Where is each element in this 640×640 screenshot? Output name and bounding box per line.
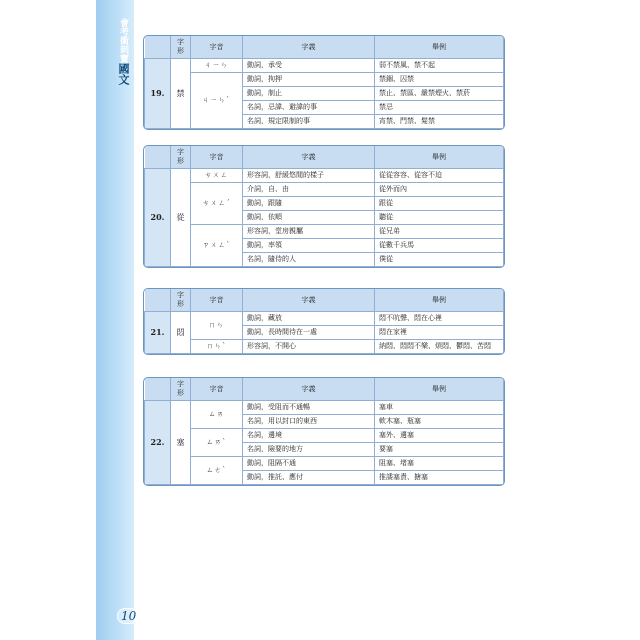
table-row — [145, 457, 504, 471]
entry-meaning: 介詞，自、由 — [243, 183, 375, 197]
entry-meaning: 名詞，用以封口的東西 — [243, 415, 375, 429]
table-row — [145, 312, 504, 326]
entry-meaning: 名詞，隨侍的人 — [243, 253, 375, 267]
header-char: 字形 — [171, 289, 191, 312]
book-title-small: 會考衝刺寶 — [118, 18, 128, 63]
entry-example: 從從容容、從容不迫 — [375, 169, 504, 183]
entry-number: 22. — [145, 401, 171, 485]
entry-pronunciation: ㄙㄞ — [191, 401, 243, 429]
entry-example: 從數千兵馬 — [375, 239, 504, 253]
header-num — [145, 378, 171, 401]
table-row — [145, 429, 504, 443]
table-row — [145, 340, 504, 354]
entry-22-table — [143, 377, 505, 486]
book-title-big: 國文 — [117, 63, 130, 85]
table-row — [145, 401, 504, 415]
entry-pronunciation: ㄘㄨㄥˊ — [191, 183, 243, 225]
header-meaning: 字義 — [243, 289, 375, 312]
entry-meaning: 名詞，忌諱、避諱的事 — [243, 101, 375, 115]
entry-meaning: 動詞，長時間待在一處 — [243, 326, 375, 340]
side-band — [96, 0, 134, 640]
entry-example: 推諉塞責、搪塞 — [375, 471, 504, 485]
header-sound: 字音 — [191, 289, 243, 312]
entry-example: 宵禁、門禁、髮禁 — [375, 115, 504, 129]
entry-meaning: 名詞，險要的地方 — [243, 443, 375, 457]
entry-meaning: 動詞，受阻而不通暢 — [243, 401, 375, 415]
entry-19-table — [143, 35, 505, 130]
entry-meaning: 動詞，率領 — [243, 239, 375, 253]
entry-number: 20. — [145, 169, 171, 267]
header-num — [145, 289, 171, 312]
header-row — [145, 378, 504, 401]
entry-example: 納悶、悶悶不樂、煩悶、鬱悶、苦悶 — [375, 340, 504, 354]
entry-example: 從兄弟 — [375, 225, 504, 239]
entry-meaning: 動詞，藏放 — [243, 312, 375, 326]
entry-example: 要塞 — [375, 443, 504, 457]
header-char: 字形 — [171, 36, 191, 59]
table-row — [145, 183, 504, 197]
entry-meaning: 動詞，阻隔不通 — [243, 457, 375, 471]
entry-example: 悶在家裡 — [375, 326, 504, 340]
entry-example: 悶不吭聲、悶在心裡 — [375, 312, 504, 326]
table-row — [145, 169, 504, 183]
entry-meaning: 動詞，承受 — [243, 59, 375, 73]
entry-meaning: 動詞，跟隨 — [243, 197, 375, 211]
header-example: 舉例 — [375, 146, 504, 169]
entry-meaning: 動詞，制止 — [243, 87, 375, 101]
entry-character: 禁 — [171, 59, 191, 129]
header-num — [145, 146, 171, 169]
entry-example: 從外而內 — [375, 183, 504, 197]
table-row — [145, 73, 504, 87]
header-row — [145, 36, 504, 59]
entry-example: 跟從 — [375, 197, 504, 211]
entry-pronunciation: ㄐㄧㄣ — [191, 59, 243, 73]
entry-meaning: 動詞，依順 — [243, 211, 375, 225]
header-sound: 字音 — [191, 36, 243, 59]
entry-example: 禁忌 — [375, 101, 504, 115]
entry-example: 弱不禁風、禁不起 — [375, 59, 504, 73]
header-num — [145, 36, 171, 59]
header-meaning: 字義 — [243, 36, 375, 59]
entry-number: 21. — [145, 312, 171, 354]
header-sound: 字音 — [191, 378, 243, 401]
entry-20-table — [143, 145, 505, 268]
header-meaning: 字義 — [243, 146, 375, 169]
header-example: 舉例 — [375, 378, 504, 401]
entry-meaning: 名詞，邊境 — [243, 429, 375, 443]
entry-meaning: 動詞，拘押 — [243, 73, 375, 87]
entry-pronunciation: ㄇㄣˋ — [191, 340, 243, 354]
table-row — [145, 225, 504, 239]
entry-example: 塞車 — [375, 401, 504, 415]
table-row — [145, 59, 504, 73]
entry-pronunciation: ㄇㄣ — [191, 312, 243, 340]
entry-pronunciation: ㄘㄨㄥ — [191, 169, 243, 183]
entry-number: 19. — [145, 59, 171, 129]
entry-pronunciation: ㄐㄧㄣˋ — [191, 73, 243, 129]
entry-meaning: 動詞，推託、應付 — [243, 471, 375, 485]
entry-meaning: 形容詞，舒緩悠閒的樣子 — [243, 169, 375, 183]
entry-example: 軟木塞、瓶塞 — [375, 415, 504, 429]
entry-character: 塞 — [171, 401, 191, 485]
entry-example: 阻塞、堵塞 — [375, 457, 504, 471]
entry-example: 聽從 — [375, 211, 504, 225]
entry-character: 悶 — [171, 312, 191, 354]
header-char: 字形 — [171, 146, 191, 169]
header-sound: 字音 — [191, 146, 243, 169]
header-char: 字形 — [171, 378, 191, 401]
entry-pronunciation: ㄙㄜˋ — [191, 457, 243, 485]
header-row — [145, 146, 504, 169]
entry-21-table — [143, 288, 505, 355]
entry-character: 從 — [171, 169, 191, 267]
entry-example: 禁止、禁區、嚴禁煙火、禁菸 — [375, 87, 504, 101]
entry-meaning: 形容詞，不開心 — [243, 340, 375, 354]
entry-pronunciation: ㄗㄨㄥˋ — [191, 225, 243, 267]
header-meaning: 字義 — [243, 378, 375, 401]
entry-meaning: 名詞，規定限制的事 — [243, 115, 375, 129]
entry-example: 塞外、邊塞 — [375, 429, 504, 443]
header-example: 舉例 — [375, 36, 504, 59]
entry-pronunciation: ㄙㄞˋ — [191, 429, 243, 457]
entry-meaning: 形容詞，堂房親屬 — [243, 225, 375, 239]
header-row — [145, 289, 504, 312]
header-example: 舉例 — [375, 289, 504, 312]
page-number: 10 — [117, 608, 140, 624]
entry-example: 僕從 — [375, 253, 504, 267]
entry-example: 禁錮、囚禁 — [375, 73, 504, 87]
book-title — [116, 18, 130, 85]
